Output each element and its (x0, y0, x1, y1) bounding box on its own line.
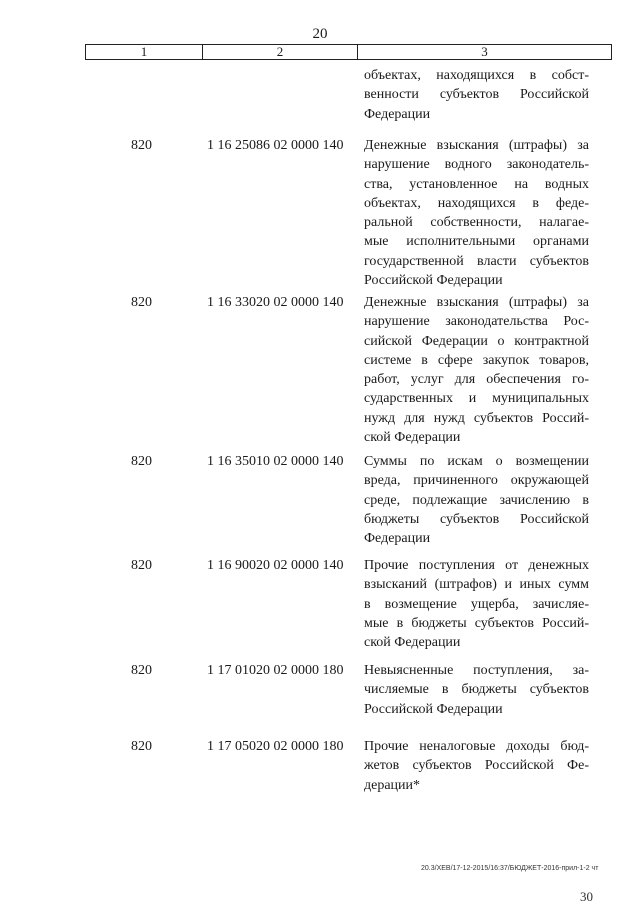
description-line: Денежные взыскания (штрафы) за (364, 295, 589, 310)
description-line: мые в бюджеты субъектов Россий- (364, 615, 589, 631)
admin-code: 820 (131, 739, 152, 754)
admin-code: 820 (131, 295, 152, 310)
description-line: ральной собственности, налагае- (364, 215, 589, 231)
budget-code: 1 17 01020 02 0000 180 (207, 663, 344, 678)
page-number: 20 (312, 26, 328, 42)
description-line: нарушение водного законодатель- (364, 157, 589, 173)
description-line: объектах, находящихся в собст- (364, 68, 589, 83)
description-line: ской Федерации (364, 430, 461, 446)
description-line: ства, установленное на водных (364, 176, 589, 192)
description-line: среде, подлежащие зачислению в (364, 492, 589, 508)
description-line: объектах, находящихся в феде- (364, 195, 589, 211)
income-description (364, 661, 589, 719)
budget-code: 1 16 25086 02 0000 140 (207, 138, 344, 153)
budget-code: 1 16 35010 02 0000 140 (207, 454, 344, 469)
description-line: Российской Федерации (364, 701, 503, 717)
description-line: Прочие неналоговые доходы бюд- (364, 739, 589, 754)
description-line: Федерации (364, 531, 431, 547)
description-line: государственной власти субъектов (364, 253, 589, 269)
description-line: Федерации (364, 106, 431, 122)
description-line: сударственных и муниципальных (364, 391, 589, 407)
description-line: ской Федерации (364, 635, 461, 651)
description-line: Невыясненные поступления, за- (364, 663, 589, 678)
description-line: мые исполнительными органами (364, 234, 589, 250)
description-line: взысканий (штрафов) и иных сумм (364, 577, 589, 593)
description-line: системе в сфере закупок товаров, (364, 352, 589, 368)
description-line: Суммы по искам о возмещении (364, 454, 589, 469)
admin-code: 820 (131, 663, 152, 678)
income-description (364, 136, 589, 290)
admin-code: 820 (131, 454, 152, 469)
description-line: бюджеты субъектов Российской (364, 511, 589, 527)
description-line: Прочие поступления от денежных (364, 558, 589, 573)
description-line: Денежные взыскания (штрафы) за (364, 138, 589, 153)
income-description (364, 452, 589, 548)
header-col-1: 1 (86, 45, 203, 59)
description-line: жетов субъектов Российской Фе- (364, 758, 589, 774)
description-line: нужд для нужд субъектов Россий- (364, 410, 589, 426)
description-line: Российской Федерации (364, 273, 503, 289)
description-line: в возмещение ущерба, зачисляе- (364, 596, 589, 612)
continuation-description (364, 66, 589, 124)
budget-code: 1 17 05020 02 0000 180 (207, 739, 344, 754)
description-line: работ, услуг для обеспечения го- (364, 372, 589, 388)
description-line: нарушение законодательства Рос- (364, 314, 589, 330)
description-line: вреда, причиненного окружающей (364, 473, 589, 489)
description-line: венности субъектов Российской (364, 87, 589, 103)
sheet-number: 30 (580, 889, 593, 904)
description-line: сийской Федерации о контрактной (364, 333, 589, 349)
income-description (364, 293, 589, 447)
header-col-2: 2 (203, 45, 358, 59)
budget-code: 1 16 33020 02 0000 140 (207, 295, 344, 310)
income-description (364, 737, 589, 795)
description-line: числяемые в бюджеты субъектов (364, 682, 589, 698)
admin-code: 820 (131, 138, 152, 153)
header-col-3: 3 (481, 44, 488, 59)
budget-code: 1 16 90020 02 0000 140 (207, 558, 344, 573)
document-stamp: 20.3/ХЕВ/17-12-2015/16:37/БЮДЖЕТ-2016-прил-1-2 чт (421, 865, 599, 872)
admin-code: 820 (131, 558, 152, 573)
table-header (85, 44, 612, 60)
income-description (364, 556, 589, 652)
description-line: дерации* (364, 777, 421, 793)
